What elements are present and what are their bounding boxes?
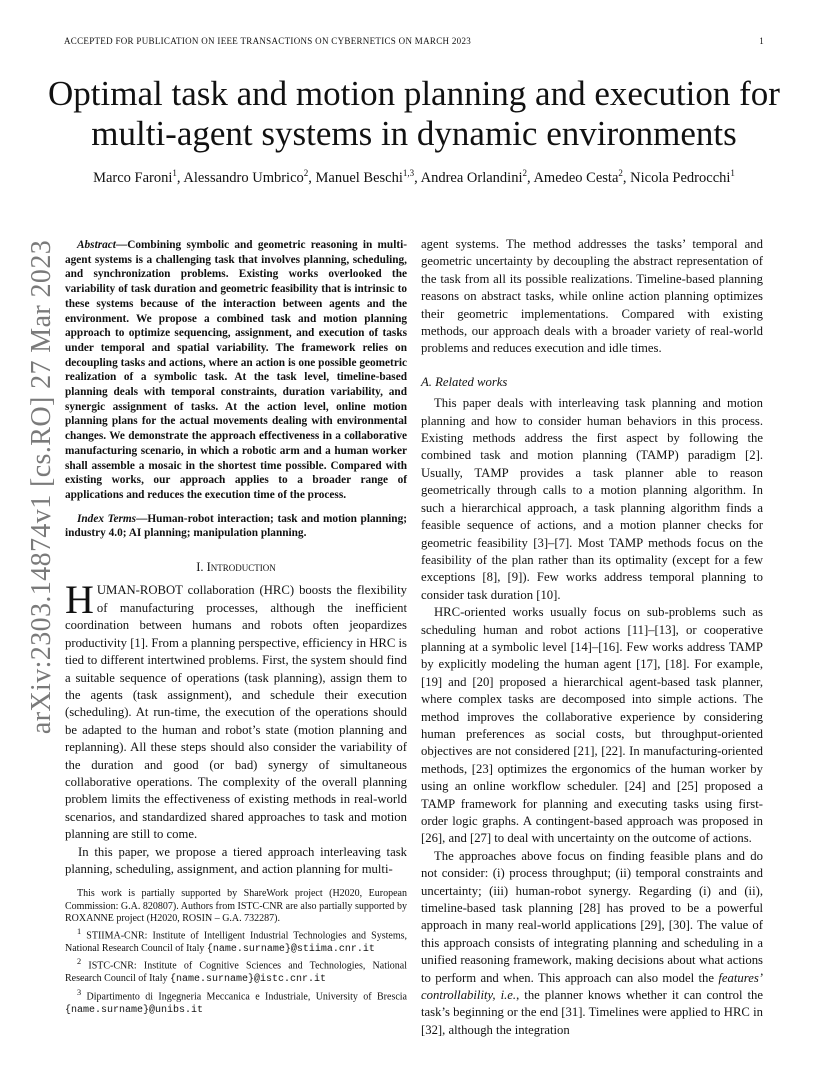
arxiv-stamp bbox=[12, 239, 72, 735]
footnote-1: $^1$ STIIMA-CNR: Institute of Intelligent Industrial Technologies and Systems, National Research Council of Italy {name.surname}@stiima.cnr.it bbox=[65, 926, 407, 955]
index-terms-text: —Human-robot interaction; task and motion planning; industry 4.0; AI planning; manipulation planning. bbox=[65, 512, 408, 540]
affiliation-mark: 2 bbox=[303, 168, 309, 178]
emphasis: features’ controllability, i.e. bbox=[421, 970, 763, 1003]
affiliation-mark: 1 bbox=[730, 168, 735, 178]
author-list: Marco Faroni$^1$, Alessandro Umbrico$^2$, Manuel Beschi$^{1,3}$, Andrea Orlandini$^2$, Amedeo Cesta$^2$, Nicola Pedrocchi$^1$ bbox=[93, 168, 735, 186]
email-1: {name.surname}@stiima.cnr.it bbox=[206, 943, 375, 955]
right-column bbox=[421, 236, 763, 1039]
related-paragraph-3: The approaches above focus on finding feasible plans and do not consider: (i) process throughput; (ii) temporal constraints and uncertainty; (iii) human-robot synergy. Regarding (i) and (ii), timeline-based task planning [28] has proved to be a powerful approach in many real-world applications [29], [30]. The value of this approach consists of integrating planning and scheduling in a unified reasoning framework, making decisions about what actions to perform and when. This approach can also model the features’ controllability, i.e., the planner knows whether it can control the task’s beginning or the end [31]. Timelines were applied to HRC in [32], although the integration bbox=[421, 848, 763, 1037]
drop-cap: H bbox=[65, 577, 94, 623]
subsection-heading: A. Related works bbox=[421, 374, 508, 389]
left-column bbox=[65, 238, 407, 878]
abstract bbox=[65, 238, 407, 503]
related-paragraph-2: HRC-oriented works usually focus on sub-problems such as scheduling human and robot actions [11]–[13], or cooperative planning at a symbolic level [14]–[16]. Few works address TAMP by explicitly modeling the human agent [17], [18]. For example, [19] and [20] proposed a hierarchical agent-based task planner, where complex tasks are decomposed into simple actions. The method improves the collaborative experience by considering human preferences as social costs, but throughput-oriented objectives are not considered [21], [22]. In manufacturing-oriented methods, [23] optimizes the ergonomics of the human worker by using an online workflow scheduler. [24] and [25] proposed a TAMP framework for planning and executing tasks using first-order logic graphs. A contingent-based approach was proposed in [26], and [27] to deal with uncertainty on the outcome of actions. bbox=[421, 605, 763, 846]
index-terms bbox=[65, 512, 407, 541]
author-name: Manuel Beschi bbox=[315, 169, 403, 186]
footnote-3: $^3$ Dipartimento di Ingegneria Meccanica e Industriale, University of Brescia {name.surname}@unibs.it bbox=[65, 987, 407, 1016]
author-name: Alessandro Umbrico bbox=[183, 169, 304, 186]
email-2: {name.surname}@istc.cnr.it bbox=[169, 974, 326, 986]
arxiv-id: arXiv:2303.14874v1 [cs.RO] 27 Mar 2023 bbox=[26, 239, 57, 735]
author-name: Andrea Orlandini bbox=[420, 169, 523, 186]
affiliation-mark: 2 bbox=[618, 168, 623, 178]
intro-paragraph-1 bbox=[65, 577, 407, 843]
footnote-funding: This work is partially supported by ShareWork project (H2020, European Commission: G.A. 820807). Authors from ISTC-CNR are also partially supported by ROXANNE project (H2020, ROSIN – G.A. 732287). bbox=[65, 888, 407, 925]
affiliation-mark: 2 bbox=[522, 168, 527, 178]
related-paragraph-1: This paper deals with interleaving task planning and motion planning and how to consider human behaviors in this process. Existing methods address the first aspect by following the combined task and motion planning (TAMP) paradigm [2]. Usually, TAMP provides a task planner able to reason geometrically through calls to a motion planning algorithm. In such a hierarchical approach, a task planning algorithm finds a feasible sequence of actions, and a motion planner checks for geometric feasibility [3]–[7]. Most TAMP methods focus on the feasibility of the plan rather than its optimality (except for a few exceptions [8], [9]). Few works address temporal planning to consider task duration [10]. bbox=[421, 396, 763, 602]
affiliation-mark: 1,3 bbox=[402, 168, 415, 178]
author-name: Marco Faroni bbox=[93, 169, 173, 186]
footnote-2: $^2$ ISTC-CNR: Institute of Cognitive Sciences and Technologies, National Research Council of Italy {name.surname}@istc.cnr.it bbox=[65, 957, 407, 986]
section-heading: I. Introduction bbox=[196, 560, 276, 575]
affiliation-mark: 1 bbox=[172, 168, 177, 178]
author-name: Nicola Pedrocchi bbox=[630, 169, 731, 186]
abstract-label: Abstract bbox=[77, 239, 116, 251]
journal-line: ACCEPTED FOR PUBLICATION ON IEEE TRANSACTIONS ON CYBERNETICS ON MARCH 2023 bbox=[64, 36, 472, 46]
index-terms-label: Index Terms bbox=[77, 512, 137, 525]
email-3: {name.surname}@unibs.it bbox=[65, 1004, 204, 1016]
intro-paragraph-2: In this paper, we propose a tiered approach interleaving task planning, scheduling, assignment, and action planning for multi- bbox=[65, 844, 407, 876]
paper-title: Optimal task and motion planning and execution for multi-agent systems in dynamic environments bbox=[48, 74, 780, 153]
intro-paragraph-2-cont: agent systems. The method addresses the tasks’ temporal and geometric uncertainty by decoupling the abstract representation of the task from all its possible realizations. Timeline-based planning reasons on abstract tasks, while online action planning optimizes their geometric implementations. Compared with existing methods, our approach deals with a broader variety of real-world problems and reduces execution and idle times. bbox=[421, 237, 763, 356]
running-header bbox=[64, 36, 764, 46]
page-number: 1 bbox=[759, 36, 764, 46]
footnotes bbox=[65, 888, 407, 1017]
intro-text-1: UMAN-ROBOT collaboration (HRC) boosts the flexibility of manufacturing processes, although the inefficient coordination between humans and robots often jeopardizes productivity [1]. From a planning perspective, efficiency in HRC is tied to different intertwined problems. First, the system should find a suitable sequence of operations (task planning), assign them to the agents (task assignment), and schedule their execution (scheduling). At run-time, the execution of the operations should be adapted to the human and robot’s state (motion planning and replanning). All these steps should also consider the variability of the duration and good (or bad) synergy of simultaneous collaborative operations. The complexity of the overall planning problem limits the effectiveness of existing methods in real-world scenarios, and standardized shared approaches to task and motion planning are still to come. bbox=[65, 583, 407, 842]
author-name: Amedeo Cesta bbox=[533, 169, 619, 186]
abstract-text: —Combining symbolic and geometric reasoning in multi-agent systems is a challenging task that involves planning, scheduling, and synchronization problems. Existing works overlooked the variability of task duration and geometric feasibility that is intrinsic to these systems because of the interaction between agents and the environment. We propose a combined task and motion planning approach to optimize sequencing, assignment, and execution of tasks under temporal and spatial variability. The framework relies on decoupling tasks and actions, where an action is one possible geometric realization of a symbolic task. At the task level, timeline-based planning deals with temporal constraints, duration variability, and synergic assignment of tasks. At the action level, online motion planning plans for the actual movements dealing with environmental changes. We demonstrate the approach effectiveness in a collaborative manufacturing scenario, in which a robotic arm and a human worker shall assemble a mosaic in the shortest time possible. Compared with existing works, our approach applies to a broader range of applications and reduces the execution time of the process. bbox=[65, 239, 407, 501]
